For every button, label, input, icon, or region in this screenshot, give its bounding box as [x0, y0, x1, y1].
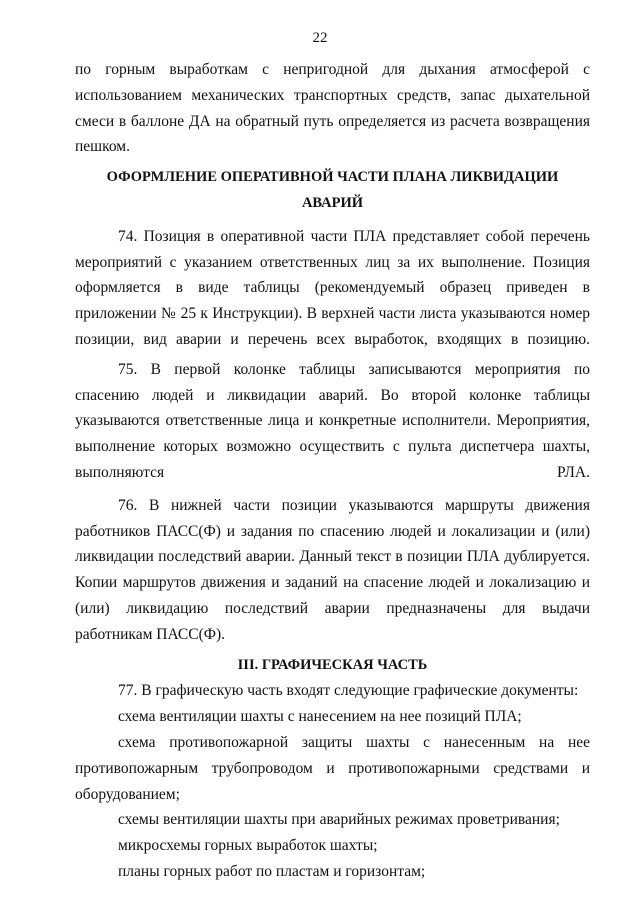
paragraph-continuation: по горным выработкам с непригодной для дыхания атмосферой с использованием механических транспортных средств, запас дыхательной смеси в баллоне ДА на обратный путь определяется из расчета возвращения пешком.: [75, 61, 590, 156]
paragraph-74: 74. Позиция в оперативной части ПЛА представляет собой перечень мероприятий с указанием ответственных лиц за их выполнение. Позиция оформляется в виде таблицы (рекомендуемый образец приведен в приложении № 25 к Инструкции). В верхней части листа указываются номер позиции, вид аварии и перечень всех выработок, входящих в позицию.: [75, 227, 590, 348]
paragraph-77: 77. В графическую часть входят следующие графические документы:: [118, 682, 579, 700]
section-heading-operative-part: ОФОРМЛЕНИЕ ОПЕРАТИВНОЙ ЧАСТИ ПЛАНА ЛИКВИДАЦИИ АВАРИЙ: [106, 169, 559, 211]
page-body: [75, 57, 590, 885]
list-item-emergency-ventilation-schemes: схемы вентиляции шахты при аварийных режимах проветривания;: [118, 811, 560, 829]
section-heading-graphic-part: III. ГРАФИЧЕСКАЯ ЧАСТЬ: [237, 656, 428, 673]
list-item-ventilation-scheme: схема вентиляции шахты с нанесением на нее позиций ПЛА;: [118, 708, 522, 726]
list-item-mining-plans: планы горных работ по пластам и горизонтам;: [118, 862, 426, 880]
list-item-fire-protection-scheme: схема противопожарной защиты шахты с нанесенным на нее противопожарным трубопроводом и противопожарными средствами и оборудованием;: [75, 733, 590, 803]
list-item-micro-schemes: микросхемы горных выработок шахты;: [118, 837, 378, 855]
page-number: 22: [312, 30, 328, 46]
paragraph-75: 75. В первой колонке таблицы записываются мероприятия по спасению людей и ликвидации аварий. Во второй колонке таблицы указываются ответственные лица и конкретные исполнители. Мероприятия, выполнение которых возможно осуществить с пульта диспетчера шахты, выполняются РЛА.: [75, 360, 590, 481]
paragraph-76: 76. В нижней части позиции указываются маршруты движения работников ПАСС(Ф) и задания по спасению людей и локализации и (или) ликвидации последствий аварии. Данный текст в позиции ПЛА дублируется. Копии маршрутов движения и заданий на спасение людей и локализацию и (или) ликвидацию последствий аварии предназначены для выдачи работникам ПАСС(Ф).: [75, 496, 590, 643]
